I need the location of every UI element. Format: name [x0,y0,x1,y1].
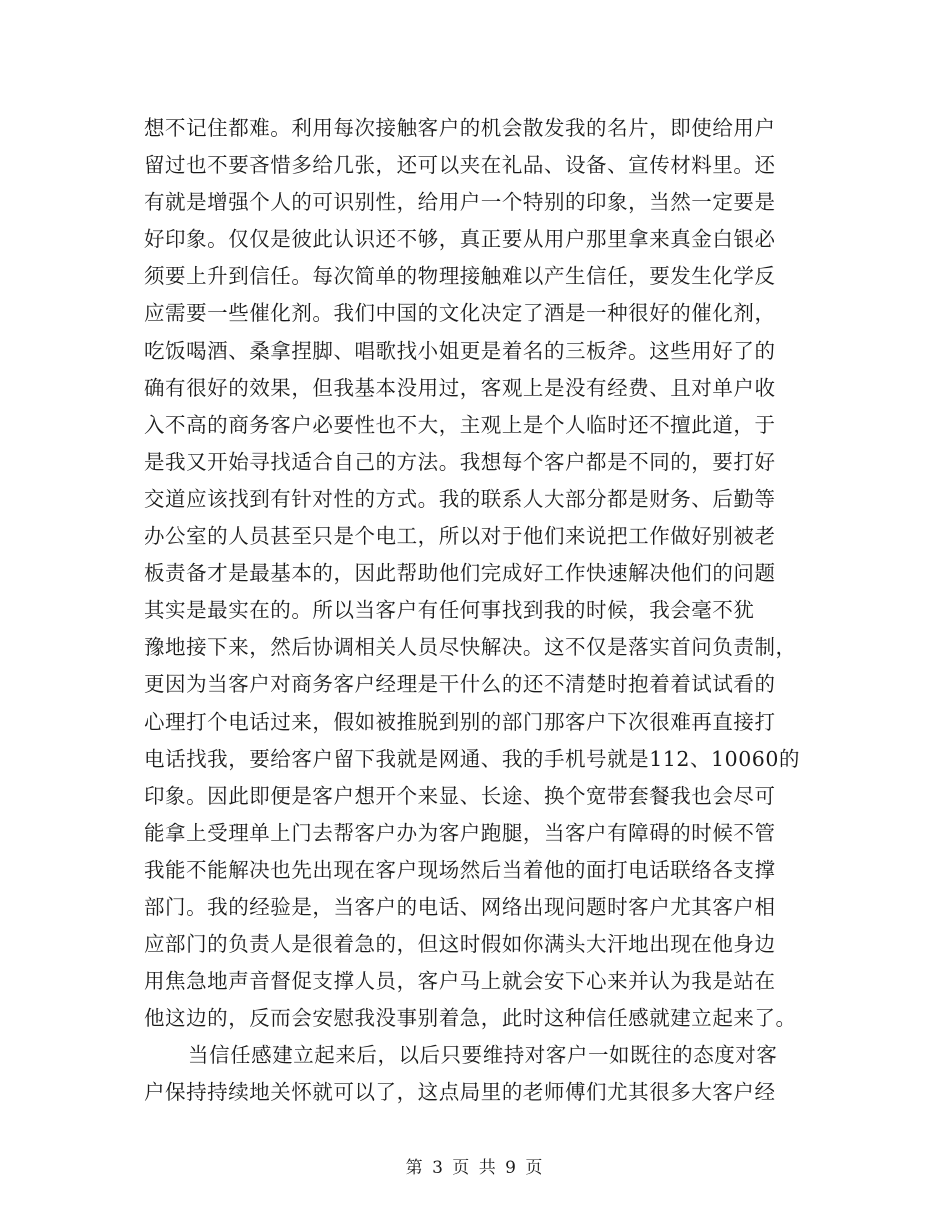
text-line: 户保持持续地关怀就可以了，这点局里的老师傅们尤其很多大客户经 [144,1080,776,1105]
text-line: 板责备才是最基本的，因此帮助他们完成好工作快速解决他们的问题 [144,561,776,586]
text-line: 有就是增强个人的可识别性，给用户一个特别的印象，当然一定要是 [144,190,776,215]
text-line: 应部门的负责人是很着急的，但这时假如你满头大汗地出现在他身边 [144,932,776,957]
text-line: 吃饭喝酒、桑拿捏脚、唱歌找小姐更是着名的三板斧。这些用好了的 [144,338,776,363]
page-number-footer: 第 3 页 共 9 页 [405,1158,545,1178]
text-line: 其实是最实在的。所以当客户有任何事找到我的时候，我会毫不犹 [144,598,755,623]
text-line: 部门。我的经验是，当客户的电话、网络出现问题时客户尤其客户相 [144,894,776,919]
text-line: 应需要一些催化剂。我们中国的文化决定了酒是一种很好的催化剂， [144,301,776,326]
text-line: 办公室的人员甚至只是个电工，所以对于他们来说把工作做好别被老 [144,524,776,549]
text-line: 留过也不要吝惜多给几张，还可以夹在礼品、设备、宣传材料里。还 [144,153,776,178]
text-line: 印象。因此即便是客户想开个来显、长途、换个宽带套餐我也会尽可 [144,783,776,808]
paragraph-first-line: 当信任感建立起来后，以后只要维持对客户一如既往的态度对客 [188,1043,778,1068]
text-line: 须要上升到信任。每次简单的物理接触难以产生信任，要发生化学反 [144,264,776,289]
text-line: 想不记住都难。利用每次接触客户的机会散发我的名片，即使给用户 [144,116,776,140]
text-line: 交道应该找到有针对性的方式。我的联系人大部分都是财务、后勤等 [144,486,776,511]
text-line: 是我又开始寻找适合自己的方法。我想每个客户都是不同的，要打好 [144,449,776,474]
text-line: 更因为当客户对商务客户经理是干什么的还不清楚时抱着着试试看的 [144,672,776,697]
text-line: 入不高的商务客户必要性也不大，主观上是个人临时还不擅此道，于 [144,412,776,437]
text-line: 心理打个电话过来，假如被推脱到别的部门那客户下次很难再直接打 [144,709,776,734]
text-line: 我能不能解决也先出现在客户现场然后当着他的面打电话联络各支撑 [144,857,776,882]
text-line: 能拿上受理单上门去帮客户办为客户跑腿，当客户有障碍的时候不管 [144,820,776,845]
text-line: 好印象。仅仅是彼此认识还不够，真正要从用户那里拿来真金白银必 [144,227,776,252]
text-line: 他这边的，反而会安慰我没事别着急，此时这种信任感就建立起来了。 [144,1006,797,1031]
text-line: 豫地接下来，然后协调相关人员尽快解决。这不仅是落实首问负责制， [144,635,797,660]
body-text [144,110,801,1112]
text-line: 确有很好的效果，但我基本没用过，客观上是没有经费、且对单户收 [144,375,776,400]
text-line: 电话找我，要给客户留下我就是网通、我的手机号就是112、10060的 [144,746,801,771]
text-line: 用焦急地声音督促支撑人员，客户马上就会安下心来并认为我是站在 [144,969,776,994]
